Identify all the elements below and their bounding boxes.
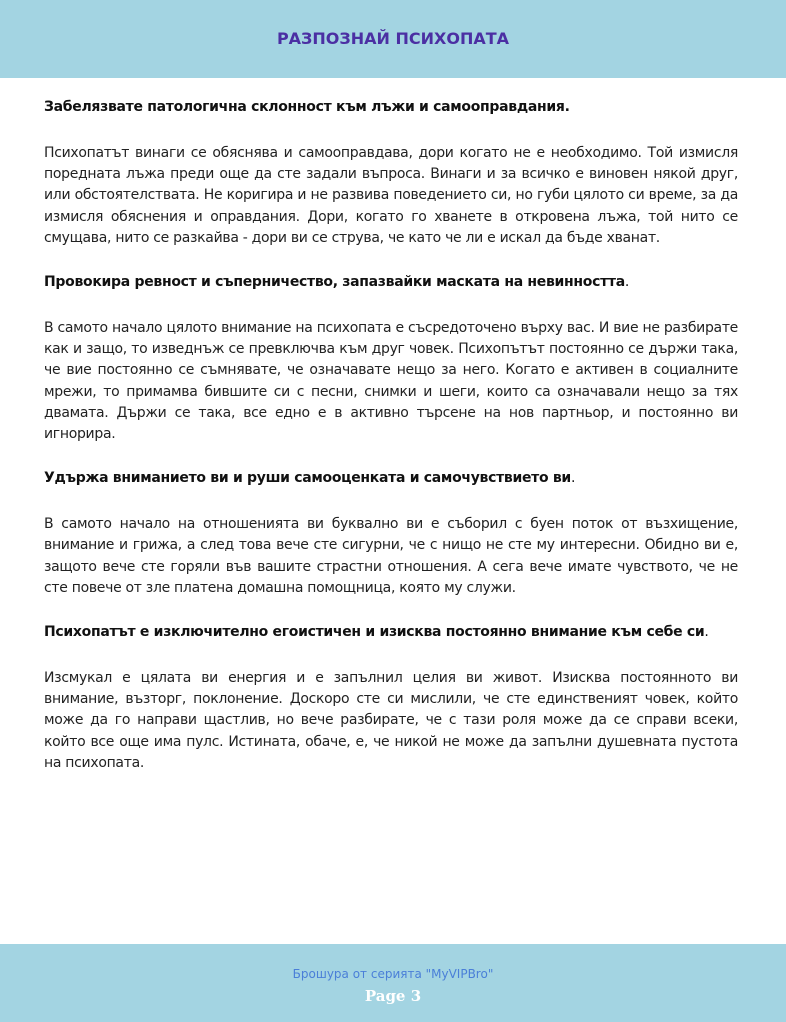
page-title: РАЗПОЗНАЙ ПСИХОПАТА <box>276 29 510 48</box>
document-body <box>44 97 738 774</box>
page-footer <box>0 944 786 1022</box>
page-number: Page 3 <box>364 987 422 1005</box>
section-heading-1 <box>44 97 738 118</box>
section-body-4: Изсмукал е цялата ви енергия и е запълнил целия ви живот. Изисква постоянното ви внимание, възторг, поклонение. Доскоро сте си мислили, че сте единственият човек, който може да го направи щастлив, но вече разбирате, че с тази роля може да се справи всеки, който все още има пулс. Истината, обаче, е, че никой не може да запълни душевната пустота на психопата. <box>44 670 738 771</box>
section-heading-4-text: Психопатът е изключително егоистичен и изисква постоянно внимание към себе си <box>44 624 705 641</box>
section-heading-3-text: Удържа вниманието ви и руши самооценката и самочувствието ви <box>44 470 571 487</box>
section-heading-1-text: Забелязвате патологична склонност към лъжи и самооправдания. <box>44 99 570 115</box>
section-heading-4-tail: . <box>704 624 709 641</box>
page-header <box>0 0 786 78</box>
section-heading-4 <box>44 622 738 643</box>
brochure-series-label: Брошура от серията "MyVIPBro" <box>292 967 494 981</box>
section-heading-2-text: Провокира ревност и съперничество, запазвайки маската на невинността <box>44 274 625 291</box>
section-heading-3 <box>44 468 738 489</box>
section-body-2: В самото начало цялото внимание на психопата е съсредоточено върху вас. И вие не разбирате как и защо, то изведнъж се превключва към друг човек. Психопътът постоянно се държи така, че вие постоянно се съмнявате, че означавате нещо за него. Когато е активен в социалните мрежи, то примамва бившите си с песни, снимки и шеги, които са означавали нещо за тях двамата. Държи се така, все едно е в активно търсене на нов партньор, и постоянно ви игнорира. <box>44 320 738 443</box>
section-body-1: Психопатът винаги се обяснява и самооправдава, дори когато не е необходимо. Той измисля поредната лъжа преди още да сте задали въпроса. Винаги и за всичко е виновен някой друг, или обстоятелствата. Не коригира и не развива поведението си, но губи цялото си време, за да измисля обяснения и оправдания. Дори, когато го хванете в откровена лъжа, той нито се смущава, нито се разкайва - дори ви се струва, че като че ли е искал да бъде хванат. <box>44 145 738 246</box>
section-body-3: В самото начало на отношенията ви буквално ви е съборил с буен поток от възхищение, внимание и грижа, а след това вече сте сигурни, че с нищо не сте му интересни. Обидно ви е, защото вече сте горяли във вашите страстни отношения. А сега вече имате чувството, че не сте повече от зле платена домашна помощница, която му служи. <box>44 516 738 596</box>
section-heading-2 <box>44 272 738 293</box>
section-heading-3-tail: . <box>570 470 576 487</box>
section-heading-2-tail: . <box>624 274 630 291</box>
